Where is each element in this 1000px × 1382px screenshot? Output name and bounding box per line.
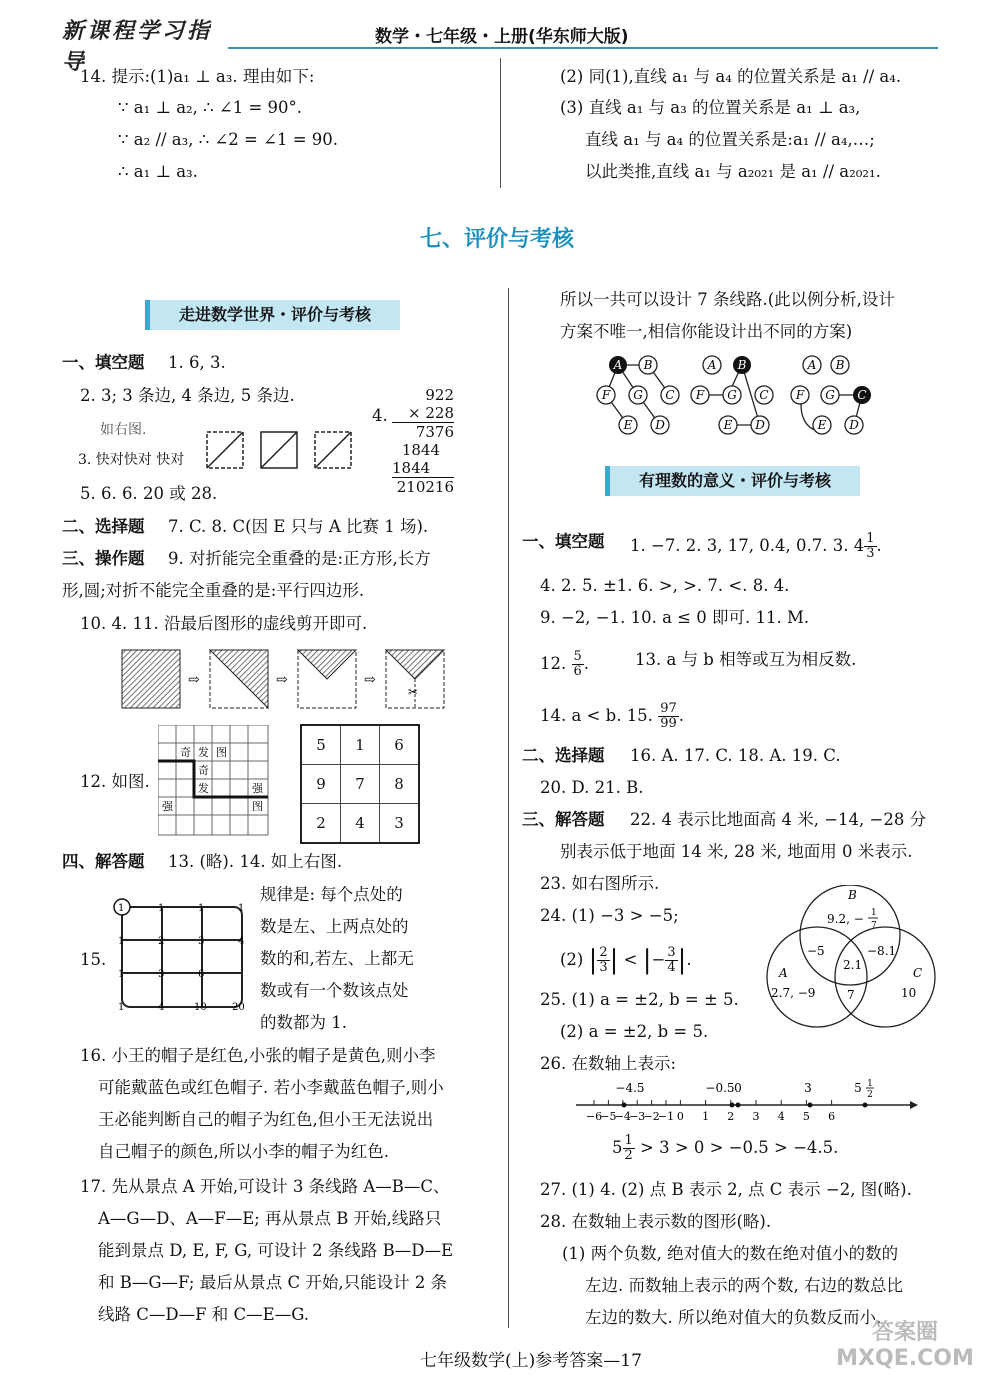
axis-top-label: 0 <box>734 1081 742 1095</box>
frac-den: 4 <box>667 960 676 975</box>
item15-rule-4: 数或有一个数该点处 <box>260 981 409 1000</box>
axis-tick-label: 5 <box>802 1110 810 1123</box>
frac-num: 1 <box>866 531 875 546</box>
left-op-items2: 形,圆;对折不能完全重叠的是:平行四边形. <box>62 581 365 600</box>
venn-diagram <box>755 885 955 1030</box>
left-section-banner: 走进数学世界・评价与考核 <box>145 300 400 330</box>
node-label: E <box>817 418 827 432</box>
axis-tick-label: 1 <box>702 1110 710 1123</box>
frac-num: 2 <box>599 945 608 960</box>
axis-tick-label: 2 <box>727 1110 735 1123</box>
right-choice-heading: 二、选择题 <box>522 746 605 765</box>
page-footer: 七年级数学(上)参考答案—17 <box>420 1351 642 1371</box>
axis-tick-label: −5 <box>600 1110 617 1123</box>
lattice-num: 1 <box>238 903 245 914</box>
fraction-one-third <box>864 532 876 561</box>
route-graphs <box>590 350 890 442</box>
left-op-heading: 三、操作题 <box>62 549 145 568</box>
q14-part3-b: 直线 a₁ 与 a₄ 的位置关系是:a₁ // a₄,…; <box>585 130 875 149</box>
right-fill-heading: 一、填空题 <box>522 532 605 551</box>
section-title: 七、评价与考核 <box>420 227 575 252</box>
lattice-num: 3 <box>158 969 165 980</box>
right-solve-2: 别表示低于地面 14 米, 28 米, 地面用 0 米表示. <box>560 842 913 861</box>
item16-line2: 可能戴蓝色或红色帽子. 若小李戴蓝色帽子,则小 <box>98 1078 444 1097</box>
folding-sequence <box>118 646 458 710</box>
left-item15-label: 15. <box>80 950 107 969</box>
lattice-num: 1 <box>118 1002 125 1013</box>
frac-den: 3 <box>599 960 608 975</box>
node-label: B <box>643 358 653 372</box>
venn-label-B: B <box>848 888 857 902</box>
watermark: 答案圈 MXQE.COM <box>836 1320 974 1371</box>
lattice-num: 1 <box>158 903 165 914</box>
svg-text:✂: ✂ <box>408 685 419 699</box>
right-item24b: (2) | $\frac{2}{3}$ | < |− $\frac{3}{4}$ |. <box>560 945 692 976</box>
q14-hint: 14. 提示:(1)a₁ ⊥ a₃. 理由如下: <box>80 67 315 86</box>
venn-label-A: A <box>779 966 788 980</box>
lattice-diagram <box>108 895 248 1019</box>
magic-cell: 7 <box>341 765 380 804</box>
svg-text:⇨: ⇨ <box>364 672 376 688</box>
frac-num: 3 <box>667 945 676 960</box>
column-divider <box>508 288 509 1328</box>
left-item1011: 10. 4. 11. 沿最后图形的虚线剪开即可. <box>80 614 368 633</box>
axis-tick-label: 0 <box>676 1110 684 1123</box>
node-label: A <box>613 358 623 372</box>
frac-den: 3 <box>866 546 875 561</box>
frac-num: 1 <box>624 1133 633 1148</box>
svg-text:⇨: ⇨ <box>276 672 288 688</box>
node-label: C <box>857 388 867 402</box>
publisher-logo: 新课程学习指导 <box>62 18 213 75</box>
grid-char-2: 发 <box>198 746 209 759</box>
lattice-num: 10 <box>194 1002 207 1013</box>
node-label: C <box>665 388 675 402</box>
right-item12-label: 12. <box>540 654 567 673</box>
frac-den: 6 <box>573 664 582 679</box>
grid-char-6: 强 <box>162 800 173 813</box>
fraction-five-sixths <box>572 650 584 679</box>
node-label: A <box>707 358 717 372</box>
left-solve-heading: 四、解答题 <box>62 852 145 871</box>
item15-rule-3: 数的和,若左、上都无 <box>260 949 414 968</box>
axis-tick-label: −1 <box>657 1110 675 1123</box>
right-item23: 23. 如右图所示. <box>540 874 660 893</box>
left-choice-heading: 二、选择题 <box>62 517 145 536</box>
left-fill-heading: 一、填空题 <box>62 353 145 372</box>
multiplication <box>392 386 454 496</box>
q14-step2: ∵ a₂ // a₃, ∴ ∠2 = ∠1 = 90. <box>118 130 339 149</box>
item17-line2: A—G—D、A—F—E; 再从景点 B 开始,线路只 <box>98 1209 442 1228</box>
venn-label-C: C <box>913 966 923 980</box>
node-label: F <box>795 388 805 402</box>
magic-cell: 8 <box>380 765 420 804</box>
magic-cell: 6 <box>380 725 420 765</box>
lattice-num: 1 <box>118 903 125 914</box>
lattice-num: 3 <box>198 936 205 947</box>
magic-cell: 4 <box>341 804 380 844</box>
lattice-num: 2 <box>158 936 165 947</box>
right-choice-2: 20. D. 21. B. <box>540 778 644 797</box>
node-label: E <box>723 418 733 432</box>
right-intro-1: 所以一共可以设计 7 条线路.(此以例分析,设计 <box>560 290 895 309</box>
right-item14-text: 14. a < b. 15. <box>540 706 653 725</box>
lattice-num: 1 <box>118 936 125 947</box>
venn-b-frac-n: 1 <box>871 908 877 918</box>
item15-rule-2: 数是左、上两点处的 <box>260 917 409 936</box>
node-label: D <box>755 418 765 432</box>
column-divider-top <box>500 58 501 188</box>
left-fill-items: 1. 6, 3. <box>168 353 226 372</box>
node-label: B <box>835 358 845 372</box>
axis-tick-label: −6 <box>585 1110 603 1123</box>
left-item3-note: 如右图. <box>100 422 147 438</box>
grid-char-1: 奇 <box>180 746 191 759</box>
header-rule <box>228 47 938 49</box>
order-text: > 3 > 0 > −0.5 > −4.5. <box>640 1138 839 1157</box>
right-item12: 12. $\frac{5}{6}$ . <box>540 649 590 679</box>
venn-bc: −8.1 <box>867 944 897 958</box>
node-label: D <box>655 418 665 432</box>
item17-line5: 线路 C—D—F 和 C—E—G. <box>98 1305 310 1324</box>
q14-step1: ∵ a₁ ⊥ a₂, ∴ ∠1 = 90°. <box>118 98 303 117</box>
order-int: 5 <box>612 1138 623 1157</box>
item16-line1: 16. 小王的帽子是红色,小张的帽子是黄色,则小李 <box>80 1046 436 1065</box>
item15-rule-5: 的数都为 1. <box>260 1013 347 1032</box>
axis-top-label: 5 <box>854 1081 862 1095</box>
right-fill-2: 4. 2. 5. ±1. 6. >, >. 7. <. 8. 4. <box>540 576 790 595</box>
magic-cell: 9 <box>301 765 341 804</box>
right-section-banner: 有理数的意义・评价与考核 <box>605 466 860 496</box>
lattice-num: 4 <box>158 1002 165 1013</box>
q14-step3: ∴ a₁ ⊥ a₃. <box>118 162 198 181</box>
grid-char-7: 强 <box>252 782 263 795</box>
axis-tick-label: −3 <box>629 1110 646 1123</box>
item17-line3: 能到景点 D, E, F, G, 可设计 2 条线路 B—D—E <box>98 1241 453 1260</box>
svg-text:⇨: ⇨ <box>188 672 200 688</box>
right-item25a: 25. (1) a = ±2, b = ± 5. <box>540 990 739 1009</box>
right-fill-1-text: 1. −7. 2. 3, 17, 0.4, 0.7. 3. 4 <box>630 536 865 555</box>
path-grid <box>158 725 270 837</box>
abs-frac-2 <box>665 946 677 975</box>
right-item25b: (2) a = ±2, b = 5. <box>560 1022 709 1041</box>
axis-tick-label: 4 <box>777 1110 785 1123</box>
right-order <box>612 1134 838 1163</box>
fraction-half <box>623 1134 635 1163</box>
q14-part3-c: 以此类推,直线 a₁ 与 a₂₀₂₁ 是 a₁ // a₂₀₂₁. <box>585 162 881 181</box>
number-line <box>572 1078 922 1128</box>
grid-char-8: 图 <box>252 800 263 813</box>
axis-tick-label: −2 <box>643 1110 660 1123</box>
axis-tick-label: −4 <box>614 1110 631 1123</box>
mult-f: 210216 <box>396 478 454 496</box>
node-label: F <box>695 388 705 402</box>
right-fill-3: 9. −2, −1. 10. a ≤ 0 即可. 11. M. <box>540 608 810 627</box>
lattice-num: 4 <box>238 936 245 947</box>
right-solve-heading: 三、解答题 <box>522 810 605 829</box>
svg-text:1: 1 <box>867 1079 873 1089</box>
venn-abc: 2.1 <box>843 958 863 972</box>
node-label: B <box>737 358 747 372</box>
right-item13: 13. a 与 b 相等或互为相反数. <box>635 650 857 669</box>
axis-top-label: −4.5 <box>615 1081 645 1095</box>
venn-ab: −5 <box>807 944 825 958</box>
frac-num: 5 <box>573 649 582 664</box>
venn-b-frac-d: 7 <box>871 921 877 931</box>
node-label: C <box>759 388 769 402</box>
node-label: F <box>601 388 611 402</box>
venn-ac: 7 <box>847 988 855 1002</box>
header-title: 数学・七年级・上册(华东师大版) <box>375 27 629 47</box>
item28-1-line1: (1) 两个负数, 绝对值大的数在绝对值小的数的 <box>562 1244 899 1263</box>
mult-b: × 228 <box>392 404 454 423</box>
node-label: E <box>623 418 633 432</box>
abs-frac-1 <box>597 946 609 975</box>
q14-part3: (3) 直线 a₁ 与 a₃ 的位置关系是 a₁ ⊥ a₃, <box>560 98 861 117</box>
item17-line1: 17. 先从景点 A 开始,可设计 3 条线路 A—B—C、 <box>80 1177 450 1196</box>
item28-1-line2: 左边. 而数轴上表示的两个数, 右边的数总比 <box>585 1276 903 1295</box>
grid-char-3: 图 <box>216 746 227 759</box>
frac-den: 99 <box>660 716 677 731</box>
frac-num: 97 <box>660 701 677 716</box>
right-intro-2: 方案不唯一,相信你能设计出不同的方案) <box>560 322 853 341</box>
left-item56: 5. 6. 6. 20 或 28. <box>80 484 218 503</box>
right-solve-1: 22. 4 表示比地面高 4 米, −14, −28 分 <box>630 810 927 829</box>
grid-char-5: 发 <box>198 782 209 795</box>
right-item27: 27. (1) 4. (2) 点 B 表示 2, 点 C 表示 −2, 图(略). <box>540 1180 912 1199</box>
axis-tick-label: 6 <box>828 1110 836 1123</box>
right-item14-15: 14. a < b. 15. $\frac{97}{99}$ . <box>540 701 684 731</box>
mult-e: 1844 <box>392 459 454 478</box>
magic-cell: 1 <box>341 725 380 765</box>
node-label: G <box>727 388 737 402</box>
lattice-num: 20 <box>232 1002 245 1013</box>
right-choice-1: 16. A. 17. C. 18. A. 19. C. <box>630 746 841 765</box>
right-item24b-label: (2) <box>560 950 584 969</box>
magic-cell: 5 <box>301 725 341 765</box>
lattice-num: 1 <box>198 903 205 914</box>
right-item28: 28. 在数轴上表示数的图形(略). <box>540 1212 772 1231</box>
mult-d: 1844 <box>401 441 440 459</box>
q14-part2: (2) 同(1),直线 a₁ 与 a₄ 的位置关系是 a₁ // a₄. <box>560 67 902 86</box>
magic-cell: 2 <box>301 804 341 844</box>
node-label: G <box>825 388 835 402</box>
left-item12: 12. 如图. <box>80 772 150 791</box>
node-label: G <box>633 388 643 402</box>
svg-text:2: 2 <box>867 1090 873 1100</box>
left-op-items: 9. 对折能完全重叠的是:正方形,长方 <box>168 549 431 568</box>
mult-label: 4. <box>372 406 388 425</box>
right-fill-1: 1. −7. 2. 3, 17, 0.4, 0.7. 3. 4 $\frac{1}{3}$ . <box>630 531 882 561</box>
mult-c: 7376 <box>415 423 454 441</box>
magic-square <box>300 724 420 844</box>
axis-tick-label: 3 <box>752 1110 760 1123</box>
venn-c-only: 10 <box>901 986 917 1000</box>
item16-line3: 王必能判断自己的帽子为红色,但小王无法说出 <box>98 1110 434 1129</box>
axis-top-label: 3 <box>804 1081 812 1095</box>
left-item3: 3. 快对快对 快对 <box>78 452 185 468</box>
mult-a: 922 <box>425 386 454 404</box>
left-solve-items: 13. (略). 14. 如上右图. <box>168 852 343 871</box>
item17-line4: 和 B—G—F; 最后从景点 C 开始,只能设计 2 条 <box>98 1273 448 1292</box>
lattice-num: 6 <box>198 969 205 980</box>
node-label: A <box>807 358 817 372</box>
left-choice-items: 7. C. 8. C(因 E 只与 A 比赛 1 场). <box>168 517 429 536</box>
right-item24a: 24. (1) −3 > −5; <box>540 906 679 925</box>
item15-rule-1: 规律是: 每个点处的 <box>260 885 403 904</box>
item28-1-line3: 左边的数大. 所以绝对值大的负数反而小. <box>585 1308 882 1327</box>
node-label: D <box>849 418 859 432</box>
left-item2: 2. 3; 3 条边, 4 条边, 5 条边. <box>80 386 295 405</box>
item16-line4: 自己帽子的颜色,所以小李的帽子为红色. <box>98 1142 389 1161</box>
lattice-num: 1 <box>118 969 125 980</box>
venn-b-only: 9.2, − <box>827 912 864 926</box>
grid-char-4: 奇 <box>198 764 209 777</box>
frac-den: 2 <box>624 1148 633 1163</box>
fold-squares <box>205 430 355 470</box>
right-item26: 26. 在数轴上表示: <box>540 1054 677 1073</box>
fraction-97-99 <box>658 702 679 731</box>
magic-cell: 3 <box>380 804 420 844</box>
axis-top-label: −0.5 <box>705 1081 735 1095</box>
venn-a-only: 2.7, −9 <box>771 986 816 1000</box>
